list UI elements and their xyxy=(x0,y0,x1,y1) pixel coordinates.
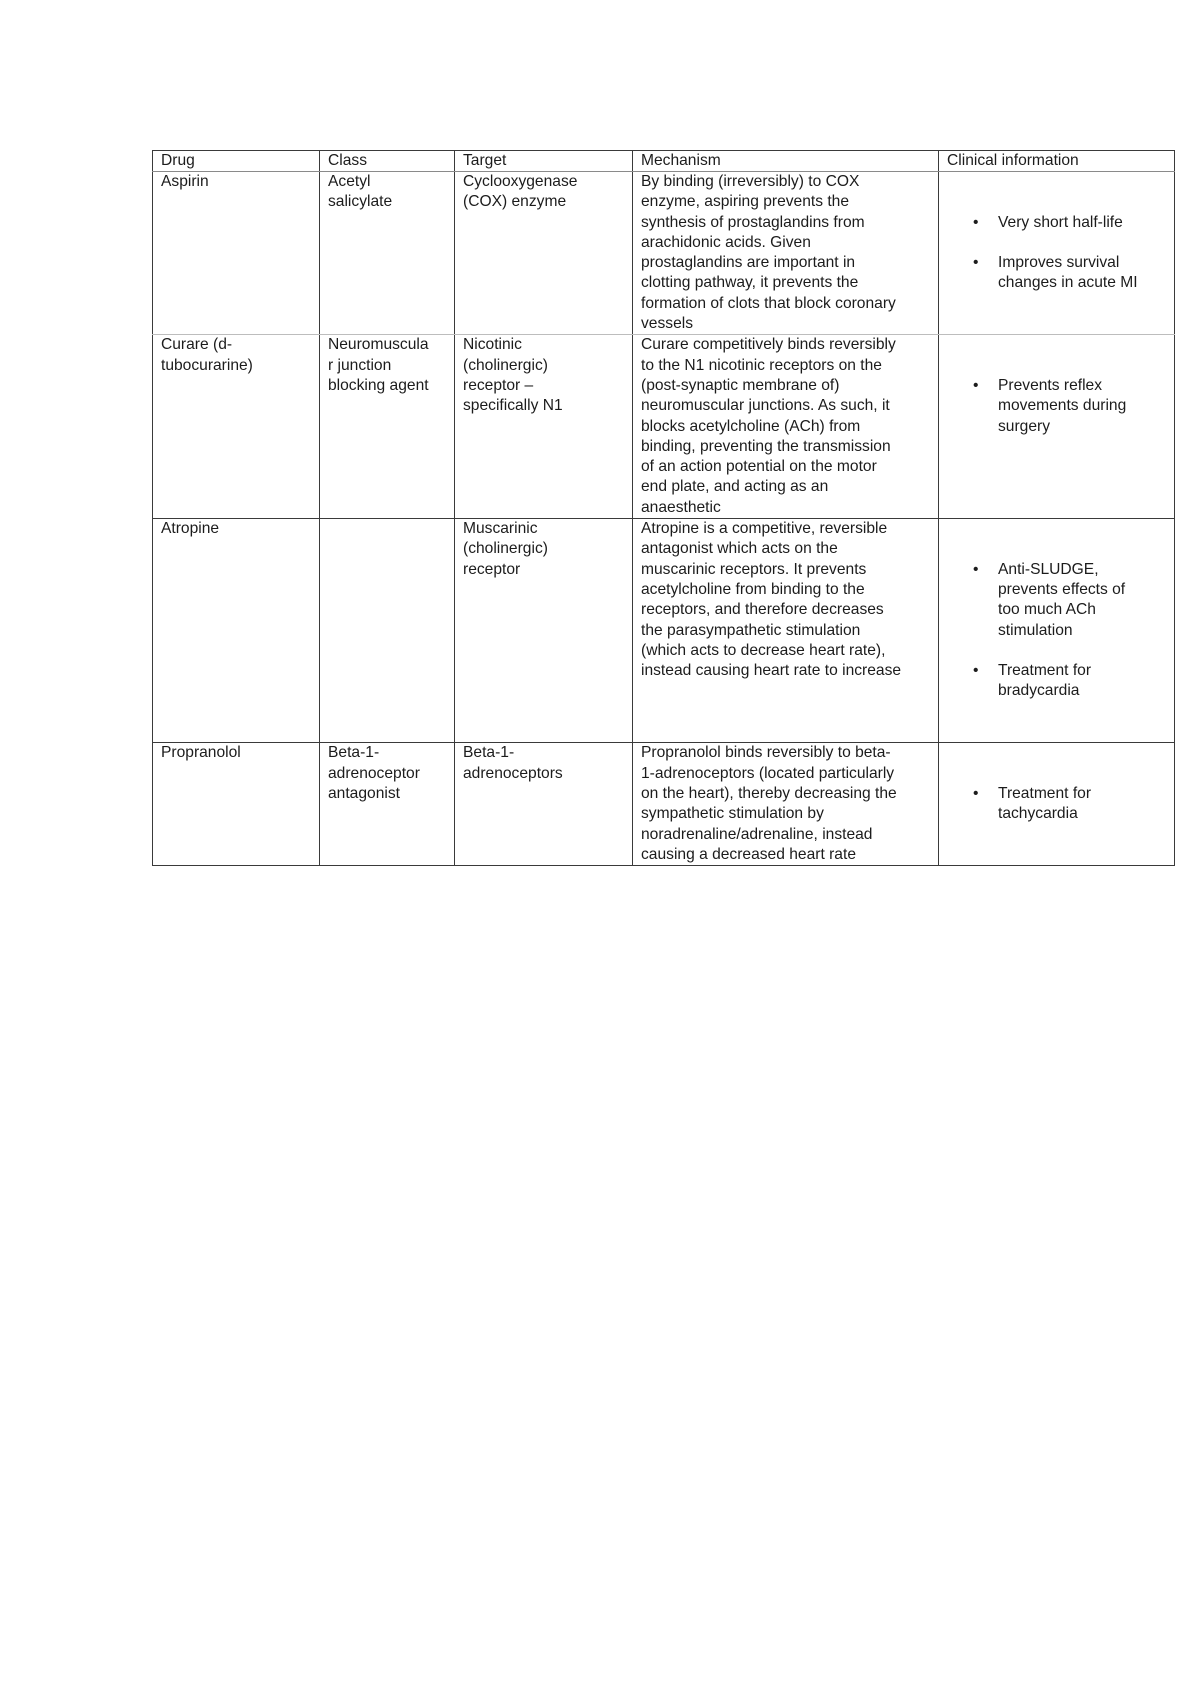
clinical-bullet-item xyxy=(973,376,1167,437)
clinical-bullet-item xyxy=(973,213,1167,233)
clinical-bullet-item xyxy=(973,784,1167,825)
cell-mechanism: Propranolol binds reversibly to beta- 1-adrenoceptors (located particularly on the heart), thereby decreasing the sympathetic stimulation by noradrenaline/adrenaline, instead causing a decreased heart rate xyxy=(633,743,939,866)
cell-clinical-information xyxy=(939,743,1175,866)
cell-class: Neuromuscula r junction blocking agent xyxy=(320,335,455,519)
header-class: Class xyxy=(320,151,455,172)
table-row-atropine xyxy=(153,519,1175,743)
cell-drug: Atropine xyxy=(153,519,320,743)
clinical-bullet-list xyxy=(947,764,1167,845)
clinical-bullet-text: Improves survival changes in acute MI xyxy=(998,254,1138,292)
cell-clinical-information xyxy=(939,519,1175,743)
cell-target: Beta-1- adrenoceptors xyxy=(455,743,633,866)
cell-clinical-information xyxy=(939,172,1175,335)
table-row-propranolol xyxy=(153,743,1175,866)
clinical-bullet-list xyxy=(947,192,1167,314)
cell-clinical-information xyxy=(939,335,1175,519)
bullet-icon: • xyxy=(973,376,979,394)
clinical-bullet-text: Treatment for bradycardia xyxy=(998,662,1092,700)
bullet-icon: • xyxy=(973,213,979,231)
cell-mechanism: Atropine is a competitive, reversible antagonist which acts on the muscarinic receptors. It prevents acetylcholine from binding to the receptors, and therefore decreases the parasympathetic stimulation (which acts to decrease heart rate), instead causing heart rate to increase xyxy=(633,519,939,743)
cell-drug: Curare (d- tubocurarine) xyxy=(153,335,320,519)
clinical-bullet-item xyxy=(973,560,1167,641)
cell-drug: Propranolol xyxy=(153,743,320,866)
cell-target: Nicotinic (cholinergic) receptor – specifically N1 xyxy=(455,335,633,519)
cell-class: Acetyl salicylate xyxy=(320,172,455,335)
clinical-bullet-text: Prevents reflex movements during surgery xyxy=(998,376,1127,435)
drug-table xyxy=(152,150,1175,866)
bullet-icon: • xyxy=(973,254,979,272)
cell-class: Beta-1- adrenoceptor antagonist xyxy=(320,743,455,866)
clinical-bullet-item xyxy=(973,253,1167,294)
bullet-icon: • xyxy=(973,784,979,802)
table-header-row xyxy=(153,151,1175,172)
table-row-aspirin xyxy=(153,172,1175,335)
clinical-bullet-text: Anti-SLUDGE, prevents effects of too much ACh stimulation xyxy=(998,560,1126,639)
clinical-bullet-list xyxy=(947,539,1167,722)
cell-target: Cyclooxygenase (COX) enzyme xyxy=(455,172,633,335)
cell-class xyxy=(320,519,455,743)
bullet-icon: • xyxy=(973,662,979,680)
cell-mechanism: Curare competitively binds reversibly to the N1 nicotinic receptors on the (post-synaptic membrane of) neuromuscular junctions. As such, it blocks acetylcholine (ACh) from binding, preventing the transmission of an action potential on the motor end plate, and acting as an anaesthetic xyxy=(633,335,939,519)
cell-target: Muscarinic (cholinergic) receptor xyxy=(455,519,633,743)
clinical-bullet-item xyxy=(973,661,1167,702)
header-drug: Drug xyxy=(153,151,320,172)
header-mechanism: Mechanism xyxy=(633,151,939,172)
clinical-bullet-text: Very short half-life xyxy=(998,213,1123,231)
header-clinical-information: Clinical information xyxy=(939,151,1175,172)
table-row-curare xyxy=(153,335,1175,519)
cell-mechanism: By binding (irreversibly) to COX enzyme, aspiring prevents the synthesis of prostaglandins from arachidonic acids. Given prostaglandins are important in clotting pathway, it prevents the formation of clots that block coronary vessels xyxy=(633,172,939,335)
clinical-bullet-list xyxy=(947,356,1167,457)
bullet-icon: • xyxy=(973,560,979,578)
cell-drug: Aspirin xyxy=(153,172,320,335)
header-target: Target xyxy=(455,151,633,172)
clinical-bullet-text: Treatment for tachycardia xyxy=(998,784,1092,823)
